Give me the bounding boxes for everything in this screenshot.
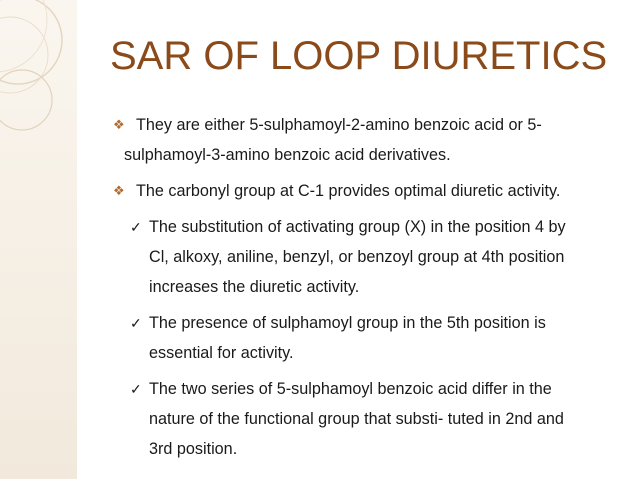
sub-bullet-item (120, 374, 610, 464)
slide-title: SAR OF LOOP DIURETICS (110, 34, 608, 78)
sub-bullet-line: Cl, alkoxy, aniline, benzyl, or benzoyl group at 4th position (149, 248, 565, 266)
sub-bullet-line: nature of the functional group that substi- tuted in 2nd and (149, 410, 564, 428)
sub-bullet-line: increases the diuretic activity. (149, 278, 360, 296)
check-arrow-icon: ✓ (130, 219, 142, 235)
sub-bullet-line: The two series of 5-sulphamoyl benzoic acid differ in the (149, 380, 552, 398)
diamond-cluster-icon: ❖ (113, 183, 125, 198)
bullet-item (110, 176, 610, 206)
diamond-cluster-icon: ❖ (113, 117, 125, 132)
band-divider (77, 0, 79, 479)
bullet-item (110, 110, 610, 170)
decorative-side-band (0, 0, 77, 479)
sub-bullet-line: The substitution of activating group (X) in the position 4 by (149, 218, 566, 236)
bullet-line: The carbonyl group at C-1 provides optimal diuretic activity. (136, 182, 561, 200)
sub-bullet-item (120, 308, 610, 368)
check-arrow-icon: ✓ (130, 381, 142, 397)
bullet-line: They are either 5-sulphamoyl-2-amino benzoic acid or 5- (136, 116, 542, 134)
check-arrow-icon: ✓ (130, 315, 142, 331)
bullet-line: sulphamoyl-3-amino benzoic acid derivatives. (124, 146, 451, 164)
sub-bullet-line: 3rd position. (149, 440, 238, 458)
sub-bullet-item (120, 212, 610, 302)
decorative-circles (0, 0, 77, 479)
sub-bullet-line: essential for activity. (149, 344, 294, 362)
slide-content (110, 110, 610, 470)
sub-bullet-line: The presence of sulphamoyl group in the 5th position is (149, 314, 546, 332)
